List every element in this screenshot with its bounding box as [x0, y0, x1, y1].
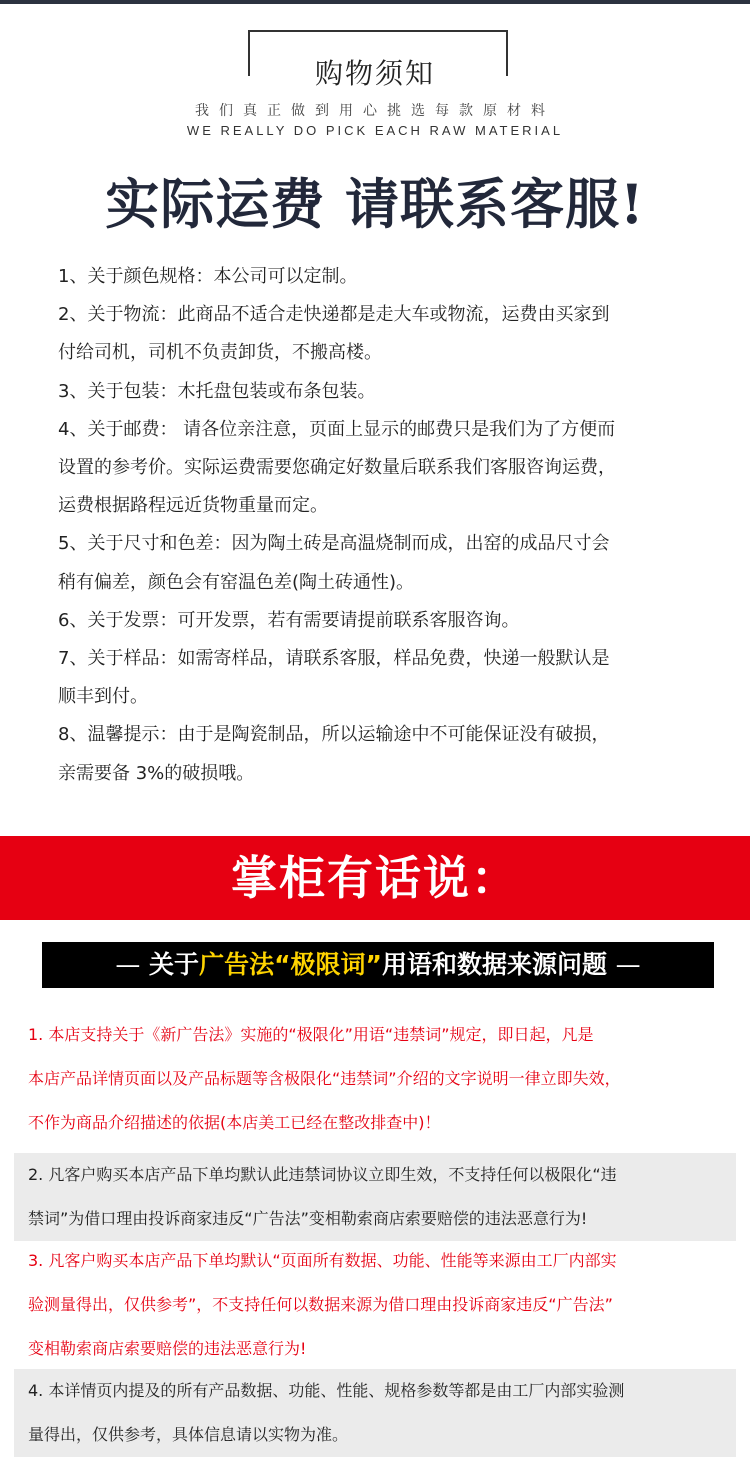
statement-line: 3. 凡客户购买本店产品下单均默认“页面所有数据、功能、性能等来源由工厂内部实	[28, 1251, 617, 1270]
heading-part-rest: 用语和数据来源问题	[381, 950, 607, 979]
top-rule	[0, 0, 750, 4]
statement-line: 变相勒索商店索要赔偿的违法恶意行为!	[28, 1339, 307, 1358]
note-line: 4、关于邮费： 请各位亲注意，页面上显示的邮费只是我们为了方便而	[58, 418, 616, 440]
subtitle-english: WE REALLY DO PICK EACH RAW MATERIAL	[186, 123, 564, 138]
note-line: 付给司机，司机不负责卸货，不搬高楼。	[58, 342, 382, 364]
statement-line: 验测量得出，仅供参考”，不支持任何以数据来源为借口理由投诉商家违反“广告法”	[28, 1295, 613, 1314]
note-line: 亲需要备 3%的破损哦。	[58, 762, 255, 784]
note-line: 5、关于尺寸和色差：因为陶土砖是高温烧制而成，出窑的成品尺寸会	[58, 533, 610, 555]
note-line: 8、温馨提示：由于是陶瓷制品，所以运输途中不可能保证没有破损，	[58, 724, 610, 746]
banner-text: 掌柜有话说：	[231, 851, 519, 905]
heading-dash-left: —	[115, 950, 141, 979]
note-line: 顺丰到付。	[58, 686, 148, 708]
purchase-notes	[58, 258, 718, 793]
note-line: 运费根据路程远近货物重量而定。	[58, 495, 328, 517]
note-line: 2、关于物流：此商品不适合走快递都是走大车或物流，运费由买家到	[58, 304, 610, 326]
shopkeeper-banner	[0, 836, 750, 920]
heading-dash-right: —	[615, 950, 641, 979]
shipping-headline: 实际运费 请联系客服!	[105, 172, 645, 236]
note-line: 6、关于发票：可开发票，若有需要请提前联系客服咨询。	[58, 609, 520, 631]
statement-line: 不作为商品介绍描述的依据(本店美工已经在整改排查中)！	[28, 1113, 441, 1132]
page-title	[0, 52, 750, 92]
subtitle-chinese: 我们真正做到用心挑选每款原材料	[195, 103, 555, 119]
note-line: 设置的参考价。实际运费需要您确定好数量后联系我们客服咨询运费，	[58, 457, 616, 479]
page-title-text: 购物须知	[305, 57, 445, 90]
statement-line: 1. 本店支持关于《新广告法》实施的“极限化”用语“违禁词”规定，即日起，凡是	[28, 1025, 594, 1044]
heading-part-highlight: 广告法“极限词”	[199, 950, 382, 979]
statement-4	[14, 1369, 736, 1457]
statement-2	[14, 1153, 736, 1241]
note-line: 3、关于包装：木托盘包装或布条包装。	[58, 380, 376, 402]
statement-line: 4. 本详情页内提及的所有产品数据、功能、性能、规格参数等都是由工厂内部实验测	[28, 1381, 625, 1400]
heading-part-about: 关于	[149, 950, 200, 979]
statement-line: 量得出，仅供参考，具体信息请以实物为准。	[28, 1425, 349, 1444]
statement-line: 2. 凡客户购买本店产品下单均默认此违禁词协议立即生效，不支持任何以极限化“违	[28, 1165, 617, 1184]
statement-line: 本店产品详情页面以及产品标题等含极限化“违禁词”介绍的文字说明一律立即失效，	[28, 1069, 621, 1088]
statement-line: 禁词”为借口理由投诉商家违反“广告法”变相勒索商店索要赔偿的违法恶意行为!	[28, 1209, 588, 1228]
statement-3	[14, 1239, 736, 1371]
note-line: 1、关于颜色规格：本公司可以定制。	[58, 266, 358, 287]
note-line: 稍有偏差，颜色会有窑温色差(陶土砖通性)。	[58, 571, 415, 593]
note-line: 7、关于样品：如需寄样品，请联系客服，样品免费，快递一般默认是	[58, 648, 610, 670]
statement-1	[14, 1013, 736, 1145]
ad-law-heading-bar	[42, 942, 714, 988]
ad-law-heading	[42, 942, 714, 988]
